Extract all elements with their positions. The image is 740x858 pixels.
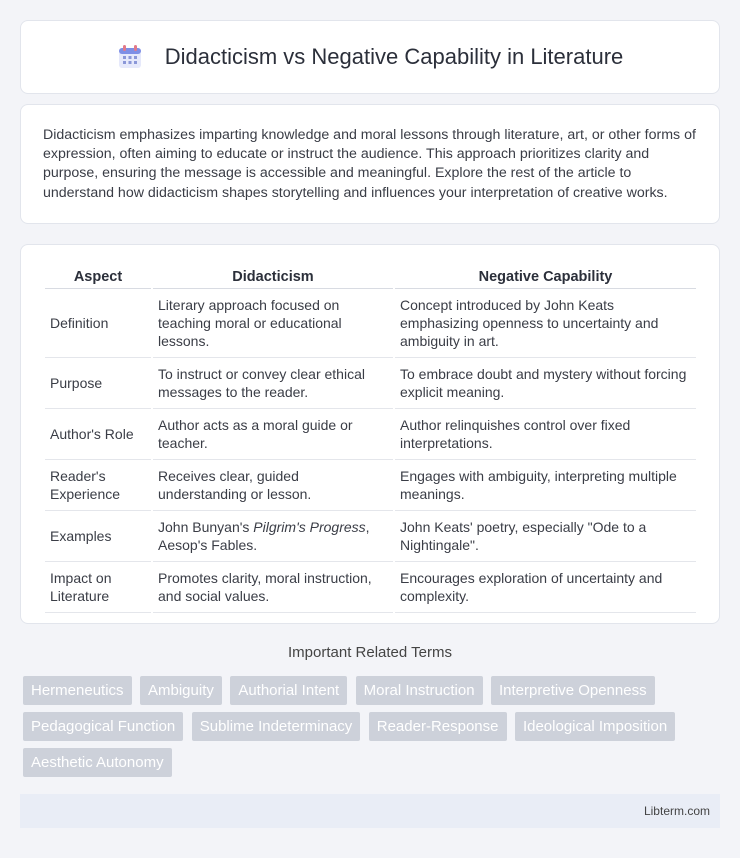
header-aspect: Aspect: [45, 265, 151, 289]
tag-sublime-indeterminacy[interactable]: Sublime Indeterminacy: [192, 712, 361, 741]
row-negative-capability: To embrace doubt and mystery without forcing explicit meaning.: [395, 358, 696, 409]
row-didacticism: [153, 511, 393, 562]
tag-interpretive-openness[interactable]: Interpretive Openness: [491, 676, 655, 705]
related-terms-list: [23, 676, 723, 784]
row-negative-capability: Author relinquishes control over fixed interpretations.: [395, 409, 696, 460]
row-negative-capability: John Keats' poetry, especially "Ode to a Nightingale".: [395, 511, 696, 562]
row-didacticism: Literary approach focused on teaching moral or educational lessons.: [153, 289, 393, 358]
comparison-table: [43, 265, 698, 613]
header-didacticism: Didacticism: [153, 265, 393, 289]
row-aspect: Author's Role: [45, 409, 151, 460]
header-negative-capability: Negative Capability: [395, 265, 696, 289]
examples-book-title: Pilgrim's Progress: [253, 519, 366, 535]
tag-pedagogical-function[interactable]: Pedagogical Function: [23, 712, 183, 741]
tag-reader-response[interactable]: Reader-Response: [369, 712, 507, 741]
tag-moral-instruction[interactable]: Moral Instruction: [356, 676, 483, 705]
table-row: [45, 289, 696, 358]
calendar-grid-icon: [117, 44, 143, 70]
intro-text: Didacticism emphasizes imparting knowledge and moral lessons through literature, art, or other forms of expression, often aiming to educate or instruct the audience. This approach prioritizes clarity and purpose, ensuring the message is accessible and meaningful. Explore the rest of the article to understand how didacticism shapes storytelling and influences your interpretation of creative works.: [43, 127, 696, 201]
row-negative-capability: Encourages exploration of uncertainty and complexity.: [395, 562, 696, 613]
table-header-row: [45, 265, 696, 289]
table-row: [45, 409, 696, 460]
tag-ambiguity[interactable]: Ambiguity: [140, 676, 222, 705]
table-row: [45, 358, 696, 409]
row-aspect: Reader's Experience: [45, 460, 151, 511]
footer-site-link[interactable]: Libterm.com: [643, 804, 710, 818]
title-card: [20, 20, 720, 94]
tag-ideological-imposition[interactable]: Ideological Imposition: [515, 712, 675, 741]
footer: [20, 794, 720, 828]
page-title: Didacticism vs Negative Capability in Literature: [164, 44, 624, 69]
row-aspect: Examples: [45, 511, 151, 562]
row-negative-capability: Concept introduced by John Keats emphasizing openness to uncertainty and ambiguity in art.: [395, 289, 696, 358]
row-aspect: Purpose: [45, 358, 151, 409]
row-negative-capability: Engages with ambiguity, interpreting multiple meanings.: [395, 460, 696, 511]
intro-card: [20, 104, 720, 224]
examples-text-post: , Aesop's Fables.: [158, 519, 370, 553]
row-aspect: Definition: [45, 289, 151, 358]
row-didacticism: To instruct or convey clear ethical messages to the reader.: [153, 358, 393, 409]
comparison-table-card: [20, 244, 720, 624]
tag-hermeneutics[interactable]: Hermeneutics: [23, 676, 132, 705]
row-didacticism: Promotes clarity, moral instruction, and social values.: [153, 562, 393, 613]
row-didacticism: Receives clear, guided understanding or lesson.: [153, 460, 393, 511]
related-terms-title: Important Related Terms: [288, 644, 452, 661]
row-didacticism: Author acts as a moral guide or teacher.: [153, 409, 393, 460]
table-row: [45, 562, 696, 613]
table-row: [45, 460, 696, 511]
tag-aesthetic-autonomy[interactable]: Aesthetic Autonomy: [23, 748, 172, 777]
table-row: [45, 511, 696, 562]
examples-text-pre: John Bunyan's: [158, 519, 254, 535]
row-aspect: Impact on Literature: [45, 562, 151, 613]
tag-authorial-intent[interactable]: Authorial Intent: [230, 676, 347, 705]
